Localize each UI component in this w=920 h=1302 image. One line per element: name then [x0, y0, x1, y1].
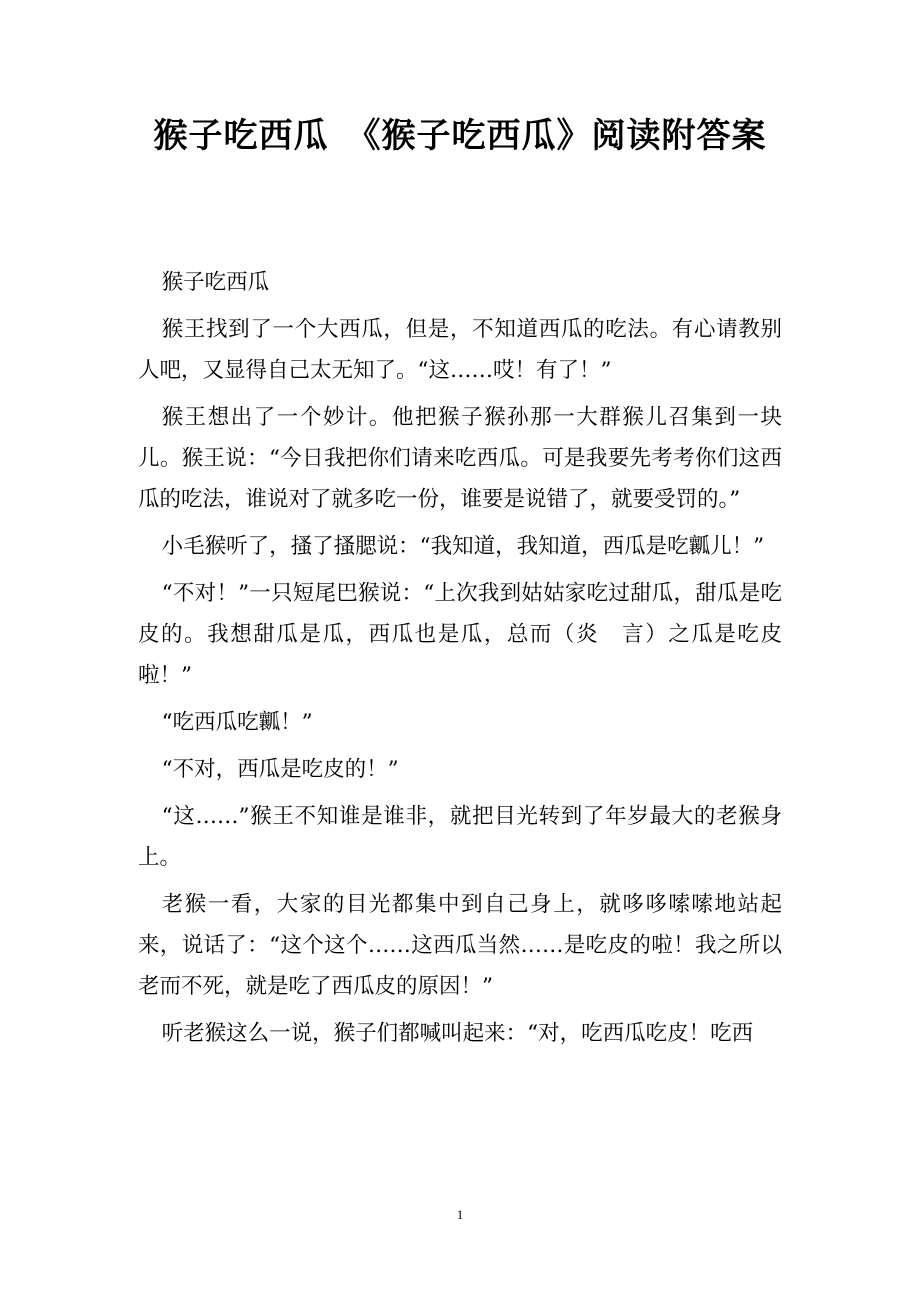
paragraph: “这……”猴王不知谁是谁非，就把目光转到了年岁最大的老猴身上。	[138, 804, 782, 870]
section-heading: 猴子吃西瓜	[161, 270, 270, 295]
paragraph: 小毛猴听了，搔了搔腮说：“我知道，我知道，西瓜是吃瓤儿！”	[161, 534, 765, 559]
document-body	[138, 262, 782, 1060]
paragraph: 猴王想出了一个妙计。他把猴子猴孙那一大群猴儿召集到一块儿。猴王说：“今日我把你们请来吃西瓜。可是我要先考考你们这西瓜的吃法，谁说对了就多吃一份，谁要是说错了，就要受罚的。”	[138, 405, 782, 512]
document-title: 猴子吃西瓜 《猴子吃西瓜》阅读附答案	[153, 116, 767, 156]
paragraph: 猴王找到了一个大西瓜，但是，不知道西瓜的吃法。有心请教别人吧，又显得自己太无知了。“这……哎！有了！”	[138, 317, 782, 383]
paragraph: “不对！”一只短尾巴猴说：“上次我到姑姑家吃过甜瓜，甜瓜是吃皮的。我想甜瓜是瓜，西瓜也是瓜，总而（炎 言）之瓜是吃皮啦！”	[138, 581, 782, 688]
paragraph: 听老猴这么一说，猴子们都喊叫起来：“对，吃西瓜吃皮！吃西	[161, 1021, 754, 1046]
paragraph: “吃西瓜吃瓤！”	[161, 710, 313, 735]
paragraph: 老猴一看，大家的目光都集中到自己身上，就哆哆嗦嗦地站起来，说话了：“这个这个……这西瓜当然……是吃皮的啦！我之所以老而不死，就是吃了西瓜皮的原因！”	[138, 892, 782, 999]
paragraph: “不对，西瓜是吃皮的！”	[161, 757, 399, 782]
page-number: 1	[456, 1207, 464, 1222]
